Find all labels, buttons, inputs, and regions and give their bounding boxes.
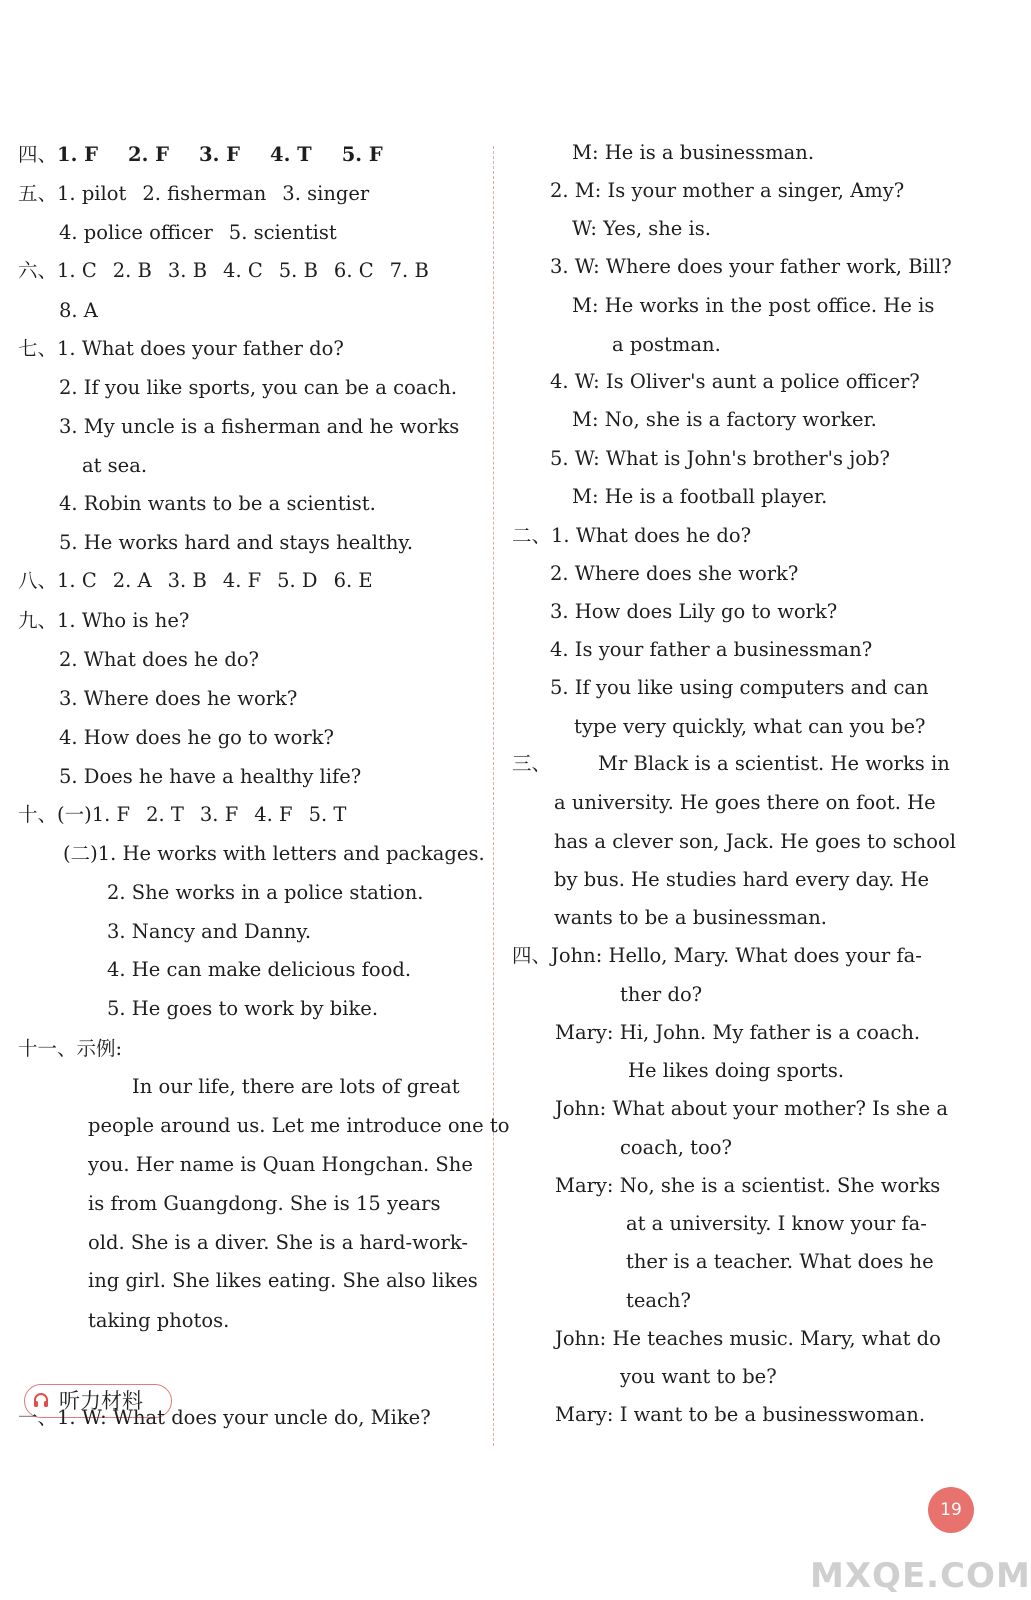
dialogue-line: Mary: I want to be a businesswoman. <box>555 1403 926 1426</box>
dialogue-line: M: He is a football player. <box>572 485 828 508</box>
answer-section-9: 九、1. Who is he? <box>18 609 190 632</box>
dialogue-line: M: No, she is a factory worker. <box>572 408 877 431</box>
dialogue-line: He likes doing sports. <box>628 1059 845 1082</box>
answer-section-8: 八、1. C 2. A 3. B 4. F 5. D 6. E <box>18 569 373 592</box>
listening-material-heading: 听力材料 <box>24 1384 172 1418</box>
essay-line: is from Guangdong. She is 15 years <box>88 1192 441 1215</box>
question-line: 4. Is your father a businessman? <box>550 638 873 661</box>
essay-line: people around us. Let me introduce one to <box>88 1114 510 1137</box>
listening-section-4: 四、John: Hello, Mary. What does your fa- <box>512 944 922 967</box>
answer-line: 3. Where does he work? <box>59 687 298 710</box>
essay-line: old. She is a diver. She is a hard-work- <box>88 1231 468 1254</box>
watermark: MXQE.COM <box>810 1556 1031 1596</box>
answer-line: 5. He works hard and stays healthy. <box>59 531 414 554</box>
answer-section-7: 七、1. What does your father do? <box>18 337 344 360</box>
column-divider <box>493 146 494 1446</box>
dialogue-line: 2. M: Is your mother a singer, Amy? <box>550 179 905 202</box>
passage-line: has a clever son, Jack. He goes to school <box>554 830 956 853</box>
dialogue-line: M: He works in the post office. He is <box>572 294 935 317</box>
dialogue-line: ther is a teacher. What does he <box>626 1250 934 1273</box>
listening-section-2: 二、1. What does he do? <box>512 524 752 547</box>
dialogue-line: 5. W: What is John's brother's job? <box>550 447 890 470</box>
answer-line: 3. My uncle is a fisherman and he works <box>59 415 460 438</box>
answer-line: 5. He goes to work by bike. <box>107 997 379 1020</box>
question-line: 2. Where does she work? <box>550 562 799 585</box>
dialogue-line: teach? <box>626 1289 691 1312</box>
dialogue-line: M: He is a businessman. <box>572 141 815 164</box>
passage-line: wants to be a businessman. <box>554 906 828 929</box>
answer-line: at sea. <box>82 454 148 477</box>
dialogue-line: at a university. I know your fa- <box>626 1212 927 1235</box>
dialogue-line: Mary: No, she is a scientist. She works <box>555 1174 941 1197</box>
dialogue-line: ther do? <box>620 983 703 1006</box>
page-number: 19 <box>928 1487 974 1533</box>
answer-section-5: 五、1. pilot 2. fisherman 3. singer <box>18 182 370 205</box>
answer-line: 2. If you like sports, you can be a coach. <box>59 376 458 399</box>
answer-line: 4. He can make delicious food. <box>107 958 412 981</box>
dialogue-line: John: What about your mother? Is she a <box>555 1097 948 1120</box>
answer-line: 4. How does he go to work? <box>59 726 334 749</box>
answer-section-11: 十一、示例: <box>18 1037 123 1060</box>
answer-section-5-line2: 4. police officer 5. scientist <box>59 221 337 244</box>
dialogue-line: you want to be? <box>620 1365 777 1388</box>
essay-line: taking photos. <box>88 1309 230 1332</box>
listening-section-3: 三、 <box>512 752 552 775</box>
answer-line: 5. Does he have a healthy life? <box>59 765 362 788</box>
essay-line: In our life, there are lots of great <box>132 1075 460 1098</box>
dialogue-line: a postman. <box>612 333 721 356</box>
answer-line: 2. She works in a police station. <box>107 881 424 904</box>
question-line: 5. If you like using computers and can <box>550 676 929 699</box>
answer-section-10: 十、(一)1. F 2. T 3. F 4. F 5. T <box>18 803 347 826</box>
dialogue-line: John: He teaches music. Mary, what do <box>555 1327 941 1350</box>
dialogue-line: 4. W: Is Oliver's aunt a police officer? <box>550 370 920 393</box>
answer-line: 3. Nancy and Danny. <box>107 920 312 943</box>
answer-section-4: 四、1. F 2. F 3. F 4. T 5. F <box>18 143 383 166</box>
passage-line: a university. He goes there on foot. He <box>554 791 936 814</box>
question-line: 3. How does Lily go to work? <box>550 600 838 623</box>
listening-section-1: 一、1. W: What does your uncle do, Mike? <box>18 1406 431 1429</box>
essay-line: you. Her name is Quan Hongchan. She <box>88 1153 473 1176</box>
question-line: type very quickly, what can you be? <box>574 715 926 738</box>
answer-section-10-part2: (二)1. He works with letters and packages. <box>63 842 485 865</box>
answer-section-6: 六、1. C 2. B 3. B 4. C 5. B 6. C 7. B <box>18 259 429 282</box>
dialogue-line: 3. W: Where does your father work, Bill? <box>550 255 952 278</box>
passage-line: by bus. He studies hard every day. He <box>554 868 930 891</box>
passage-line: Mr Black is a scientist. He works in <box>598 752 950 775</box>
answer-section-6-line2: 8. A <box>59 299 98 322</box>
essay-line: ing girl. She likes eating. She also likes <box>88 1269 478 1292</box>
answer-line: 4. Robin wants to be a scientist. <box>59 492 376 515</box>
dialogue-line: W: Yes, she is. <box>572 217 711 240</box>
answer-line: 2. What does he do? <box>59 648 260 671</box>
dialogue-line: coach, too? <box>620 1136 732 1159</box>
dialogue-line: Mary: Hi, John. My father is a coach. <box>555 1021 921 1044</box>
